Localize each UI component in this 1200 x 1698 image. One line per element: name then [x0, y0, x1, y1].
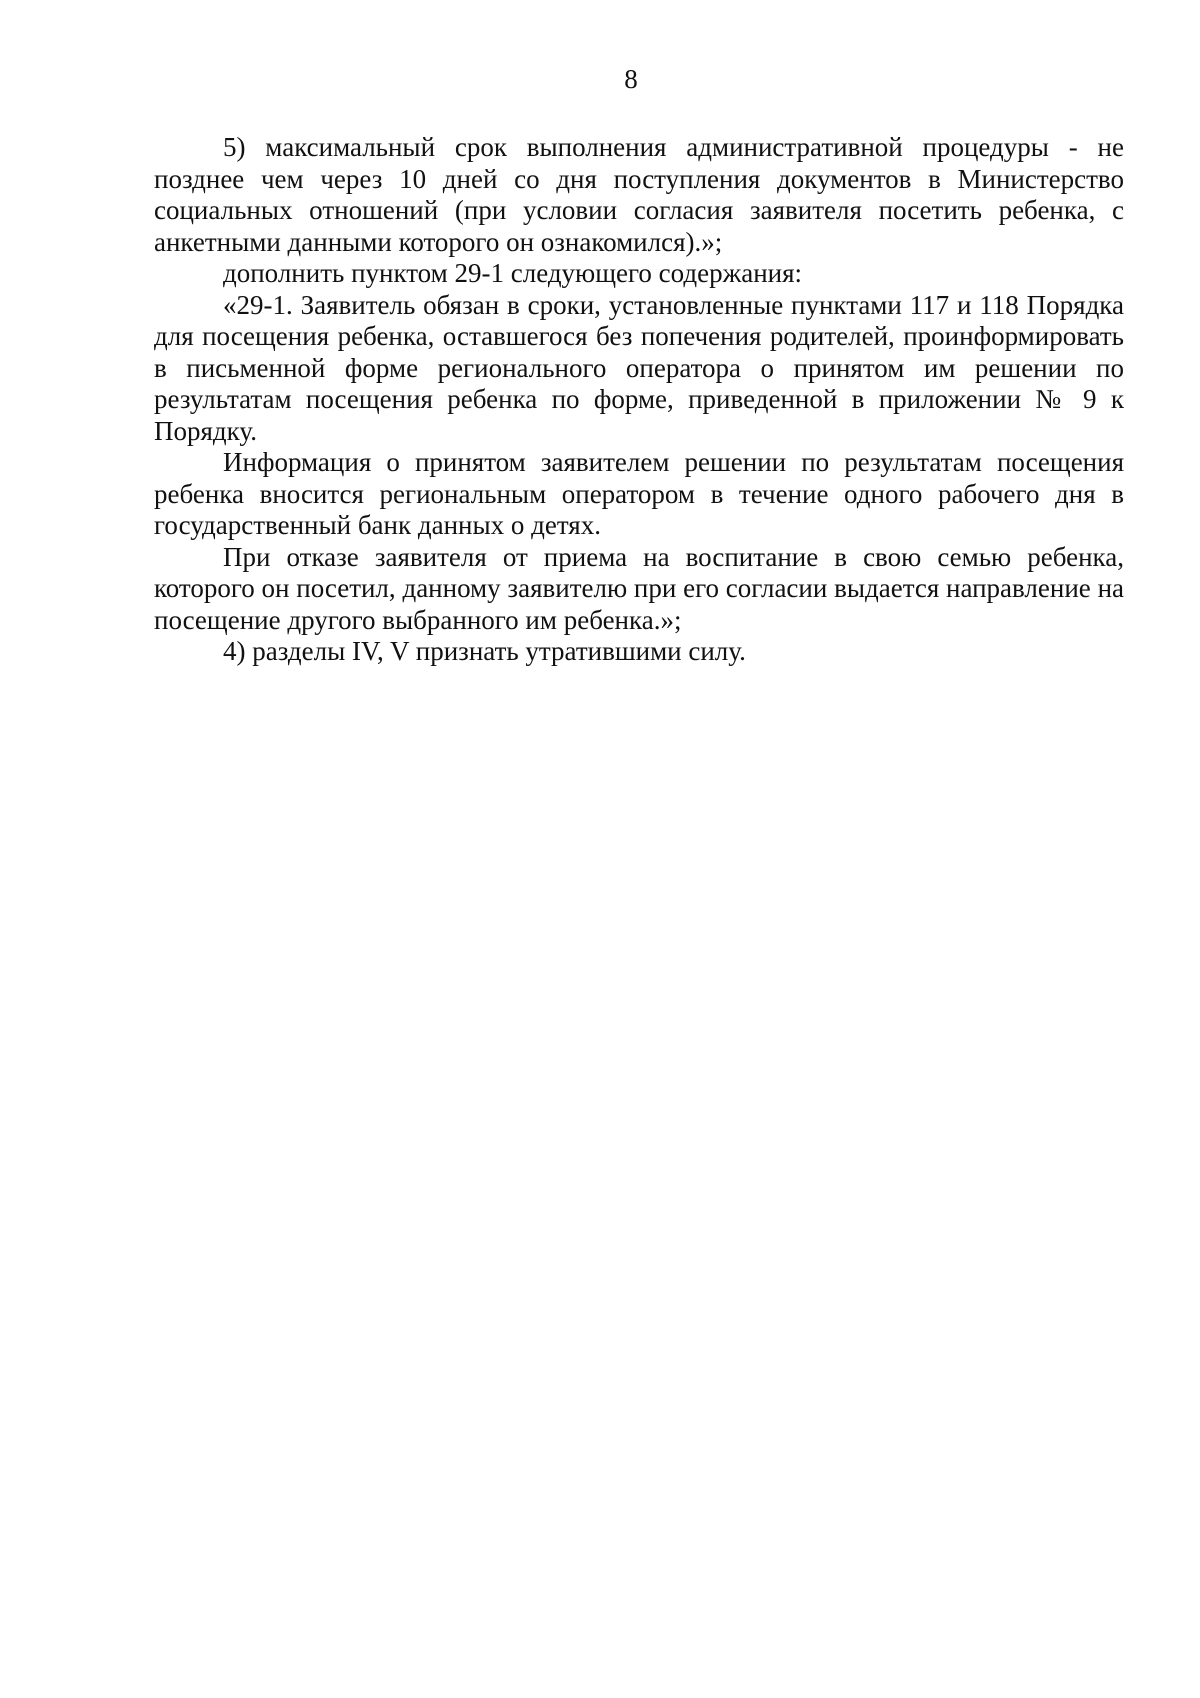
paragraph-decision-information: Информация о принятом заявителем решении по результатам посещения ребенка вносится региональным оператором в течение одного рабочего дня в государственный банк данных о детях. [154, 447, 1124, 540]
paragraph-point-29-1: «29-1. Заявитель обязан в сроки, установленные пунктами 117 и 118 Порядка для посещения ребенка, оставшегося без попечения родителей, проинформировать в письменной форме регионального оператора о принятом им решении по результатам посещения ребенка по форме, приведенной в приложении № 9 к Порядку. [154, 289, 1124, 446]
paragraph-refusal-referral: При отказе заявителя от приема на воспитание в свою семью ребенка, которого он посетил, данному заявителю при его согласии выдается направление на посещение другого выбранного им ребенка.»; [154, 541, 1124, 635]
document-body [154, 132, 1124, 668]
paragraph-item-5-deadline: 5) максимальный срок выполнения административной процедуры - не позднее чем через 10 дней со дня поступления документов в Министерство социальных отношений (при условии согласия заявителя посетить ребенка, с анкетными данными которого он ознакомился).»; [154, 132, 1124, 257]
paragraph-item-4-sections-void: 4) разделы IV, V признать утратившими силу. [223, 636, 746, 666]
paragraph-add-point-29-1: дополнить пунктом 29-1 следующего содержания: [223, 258, 803, 288]
page-number: 8 [624, 64, 638, 94]
